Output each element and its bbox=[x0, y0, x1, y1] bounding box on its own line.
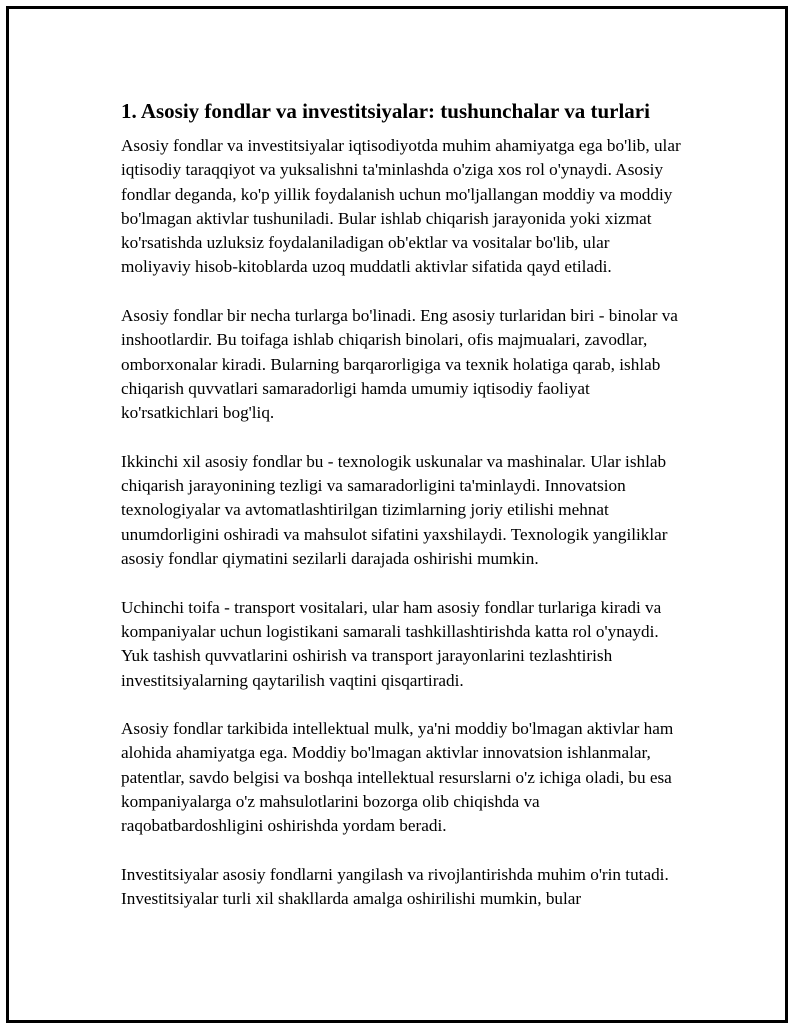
document-content bbox=[121, 98, 681, 936]
paragraph-4: Uchinchi toifa - transport vositalari, ular ham asosiy fondlar turlariga kiradi va kompaniyalar uchun logistikani samarali tashkillashtirishda katta rol o'ynaydi. Yuk tashish quvvatlarini oshirish va transport jarayonlarini tezlashtirish investitsiyalarning qaytarilish vaqtini qisqartiradi. bbox=[121, 597, 662, 690]
paragraph-3: Ikkinchi xil asosiy fondlar bu - texnologik uskunalar va mashinalar. Ular ishlab chiqarish jarayonining tezligi va samaradorligini ta'minlaydi. Innovatsion texnologiyalar va avtomatlashtirilgan tizimlarning joriy etilishi mehnat unumdorligini oshiradi va mahsulot sifatini yaxshilaydi. Texnologik yangiliklar asosiy fondlar qiymatini sezilarli darajada oshirishi mumkin. bbox=[121, 451, 668, 569]
paragraph-5: Asosiy fondlar tarkibida intellektual mulk, ya'ni moddiy bo'lmagan aktivlar ham alohida ahamiyatga ega. Moddiy bo'lmagan aktivlar innovatsion ishlanmalar, patentlar, savdo belgisi va boshqa intellektual resurslarni o'z ichiga oladi, bu esa kompaniyalarga o'z mahsulotlarini bozorga olib chiqishda va raqobatbardoshligini oshirishda yordam beradi. bbox=[121, 719, 674, 836]
document-page bbox=[6, 6, 788, 1023]
paragraph-2: Asosiy fondlar bir necha turlarga bo'linadi. Eng asosiy turlaridan biri - binolar va inshootlardir. Bu toifaga ishlab chiqarish binolari, ofis majmualari, zavodlar, omborxonalar kiradi. Bularning barqarorligiga va texnik holatiga qarab, ishlab chiqarish quvvatlari samaradorligi hamda umumiy iqtisodiy faoliyat ko'rsatkichlari bog'liq. bbox=[121, 306, 678, 423]
paragraph-1: Asosiy fondlar va investitsiyalar iqtisodiyotda muhim ahamiyatga ega bo'lib, ular iqtisodiy taraqqiyot va yuksalishni ta'minlashda o'ziga xos rol o'ynaydi. Asosiy fondlar deganda, ko'p yillik foydalanish uchun mo'ljallangan moddiy va moddiy bo'lmagan aktivlar tushuniladi. Bular ishlab chiqarish jarayonida yoki xizmat ko'rsatishda uzluksiz foydalaniladigan ob'ektlar va vositalar bo'lib, ular moliyaviy hisob-kitoblarda uzoq muddatli aktivlar sifatida qayd etiladi. bbox=[121, 136, 681, 277]
paragraph-6: Investitsiyalar asosiy fondlarni yangilash va rivojlantirishda muhim o'rin tutadi. Investitsiyalar turli xil shakllarda amalga oshirilishi mumkin, bular bbox=[121, 864, 669, 909]
section-heading: 1. Asosiy fondlar va investitsiyalar: tushunchalar va turlari bbox=[121, 99, 650, 123]
